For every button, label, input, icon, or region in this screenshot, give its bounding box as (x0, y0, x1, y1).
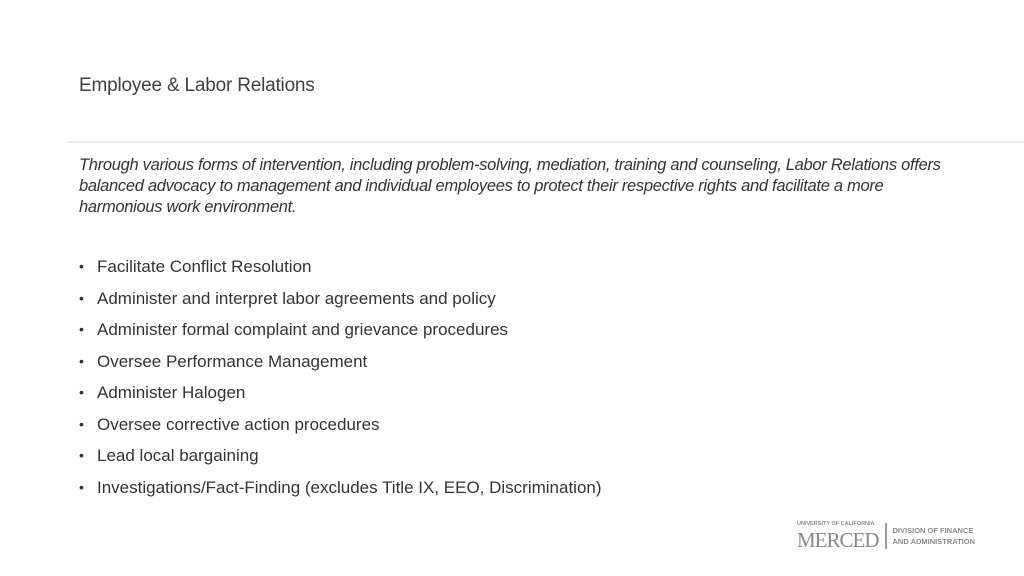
bullet-text: Administer formal complaint and grievance procedures (97, 320, 509, 339)
bullet-list (79, 251, 949, 503)
bullet-item (79, 377, 949, 409)
divider (68, 141, 1024, 143)
slide-title: Employee & Labor Relations (79, 75, 315, 96)
bullet-text: Administer Halogen (97, 383, 246, 402)
bullet-text: Lead local bargaining (97, 446, 259, 465)
bullet-icon: • (79, 289, 84, 306)
bullet-icon: • (79, 321, 84, 337)
bullet-icon: • (79, 415, 84, 432)
bullet-icon: • (79, 352, 84, 369)
bullet-icon: • (79, 478, 84, 495)
bullet-item (79, 314, 949, 346)
logo-division-line1: DIVISION OF FINANCE (892, 526, 974, 535)
bullet-icon: • (79, 258, 84, 274)
uc-merced-logo (797, 520, 975, 552)
bullet-text: Oversee corrective action procedures (97, 414, 380, 434)
bullet-item (79, 283, 949, 315)
bullet-text: Administer and interpret labor agreements and policy (97, 288, 496, 308)
intro-paragraph: Through various forms of intervention, including problem-solving, mediation, training and counseling, Labor Relations offers balanced advocacy to management and individual employees to protect their respective rights and facilitate a more harmonious work environment. (79, 156, 941, 216)
logo-campus: MERCED (797, 528, 879, 552)
bullet-item (79, 251, 949, 283)
logo-divider (885, 523, 887, 549)
bullet-item (79, 409, 949, 441)
bullet-text: Facilitate Conflict Resolution (97, 257, 312, 276)
bullet-text: Oversee Performance Management (97, 351, 368, 371)
slide-content (79, 155, 949, 503)
bullet-item (79, 440, 949, 472)
logo-division-line2: AND ADMINISTRATION (892, 537, 976, 546)
bullet-icon: • (79, 447, 84, 463)
logo-university: UNIVERSITY OF CALIFORNIA (797, 521, 875, 527)
bullet-text: Investigations/Fact-Finding (excludes Title IX, EEO, Discrimination) (97, 477, 602, 497)
bullet-item (79, 472, 949, 504)
bullet-item (79, 346, 949, 378)
bullet-icon: • (79, 384, 84, 400)
